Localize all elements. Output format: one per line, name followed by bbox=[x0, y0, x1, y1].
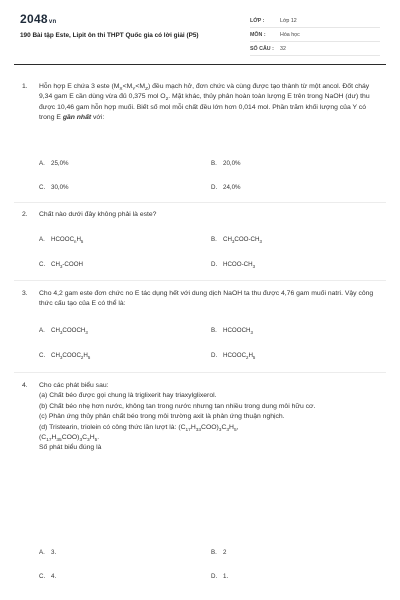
q1-option-c[interactable]: C. 30,0% bbox=[39, 184, 69, 191]
question-divider bbox=[14, 372, 386, 373]
statement-b: (b) Chất béo nhẹ hơn nước, không tan trong nước nhưng tan nhiều trong dung môi hữu cơ. bbox=[39, 402, 316, 410]
q1-option-b[interactable]: B. 20,0% bbox=[211, 160, 241, 167]
question-divider bbox=[14, 202, 386, 203]
question-3: 3. Cho 4,2 gam este đơn chức no E tác dụng hết với dung dịch NaOH ta thu được 4,76 gam muối natri. Vậy công thức cấu tạo của E có thể là: bbox=[22, 289, 378, 310]
question-2-stem: Chất nào dưới đây không phải là este? bbox=[39, 211, 157, 218]
question-4-prompt: Số phát biểu đúng là bbox=[39, 444, 102, 452]
q4-option-d[interactable]: D. 1. bbox=[211, 573, 229, 580]
document-meta bbox=[250, 14, 380, 56]
question-4: 4. Cho các phát biểu sau: (a) Chất béo được gọi chung là triglixerit hay triaxylglixerol. (b) Chất béo nhẹ hơn nước, không tan trong nước nhưng tan nhiều trong dung môi hữu cơ. (c) Phản ứng thủy phân chất béo trong môi trường axit là phản ứng thuận nghịch. (d) Tristearin, triolein có công thức lần lượt là: $(C_{17}H_{33}COO)_3C_3H_5$, $(C_{17}H_{35}COO)_3C_3H_5$. Số phát biểu đúng là bbox=[22, 381, 378, 454]
q4-option-a[interactable]: A. 3. bbox=[39, 549, 57, 556]
q4-option-b[interactable]: B. 2 bbox=[211, 549, 227, 556]
statement-d: (d) Tristearin, triolein có công thức lần lượt là: $(C_{17}H_{33}COO)_3C_3H_5$, $(C_{17}H_{35}COO)_3C_3H_5$. bbox=[39, 423, 239, 444]
q4-option-c[interactable]: C. 4. bbox=[39, 573, 57, 580]
question-4-stem: Cho các phát biểu sau: (a) Chất béo được gọi chung là triglixerit hay triaxylglixerol. (b) Chất béo nhẹ hơn nước, không tan trong nước nhưng tan nhiều trong dung môi hữu cơ. (c) Phản ứng thủy phân chất béo trong môi trường axit là phản ứng thuận nghịch. (d) Tristearin, triolein có công thức lần lượt là: $(C_{17}H_{33}COO)_3C_3H_5$, $(C_{17}H_{35}COO)_3C_3H_5$. Số phát biểu đúng là bbox=[39, 381, 378, 454]
header-divider bbox=[14, 64, 386, 65]
q1-option-d[interactable]: D. 24,0% bbox=[211, 184, 241, 191]
q2-option-d[interactable]: D. HCOO-$CH_3$ bbox=[211, 261, 255, 269]
question-1-stem: Hỗn hợp E chứa 3 este $(M_X<M_Y<M_Z)$ đều mạch hở, đơn chức và cùng được tạo thành từ một ancol. Đốt cháy 9,34 gam E cần dùng vừa đủ 0,375 mol $O_2$. Mặt khác, thủy phân hoàn toàn lượng E trên trong NaOH (dư) thu được 10,46 gam hỗn hợp muối. Biết số mol mỗi chất đều lớn hơn 0,014 mol. Phần trăm khối lượng của Y có trong E gần nhất với: bbox=[39, 83, 370, 122]
meta-class: LỚP : Lớp 12 bbox=[250, 14, 380, 28]
question-divider bbox=[14, 280, 386, 281]
q2-option-b[interactable]: B. $CH_3COO-CH_3$ bbox=[211, 236, 262, 244]
document-title: 190 Bài tập Este, Lipit ôn thi THPT Quốc gia có lời giải (P5) bbox=[20, 32, 199, 39]
meta-subject: MÔN : Hóa học bbox=[250, 28, 380, 42]
q2-option-c[interactable]: C. $CH_3$-COOH bbox=[39, 261, 83, 269]
q1-option-a[interactable]: A. 25,0% bbox=[39, 160, 69, 167]
q3-option-d[interactable]: D. $HCOOC_2H_5$ bbox=[211, 352, 256, 360]
q3-option-a[interactable]: A. $CH_3COOCH_3$ bbox=[39, 327, 88, 335]
statement-c: (c) Phản ứng thủy phân chất béo trong môi trường axit là phản ứng thuận nghịch. bbox=[39, 413, 285, 421]
q2-option-a[interactable]: A. $HCOOC_nH_5$ bbox=[39, 236, 84, 244]
site-logo[interactable]: 2048vn bbox=[20, 12, 57, 26]
statement-a: (a) Chất béo được gọi chung là triglixerit hay triaxylglixerol. bbox=[39, 392, 217, 400]
q3-option-c[interactable]: C. $CH_3COOC_2H_5$ bbox=[39, 352, 91, 360]
q3-option-b[interactable]: B. $HCOOCH_3$ bbox=[211, 327, 253, 335]
question-1: 1. Hỗn hợp E chứa 3 este $(M_X<M_Y<M_Z)$ đều mạch hở, đơn chức và cùng được tạo thành từ một ancol. Đốt cháy 9,34 gam E cần dùng vừa đủ 0,375 mol $O_2$. Mặt khác, thủy phân hoàn toàn lượng E trên trong NaOH (dư) thu được 10,46 gam hỗn hợp muối. Biết số mol mỗi chất đều lớn hơn 0,014 mol. Phần trăm khối lượng của Y có trong E gần nhất với: bbox=[22, 82, 378, 124]
meta-question-count: SỐ CÂU : 32 bbox=[250, 42, 380, 56]
question-3-stem: Cho 4,2 gam este đơn chức no E tác dụng hết với dung dịch NaOH ta thu được 4,76 gam muối natri. Vậy công thức cấu tạo của E có thể là: bbox=[39, 290, 374, 308]
question-2: 2. Chất nào dưới đây không phải là este? bbox=[22, 210, 378, 220]
